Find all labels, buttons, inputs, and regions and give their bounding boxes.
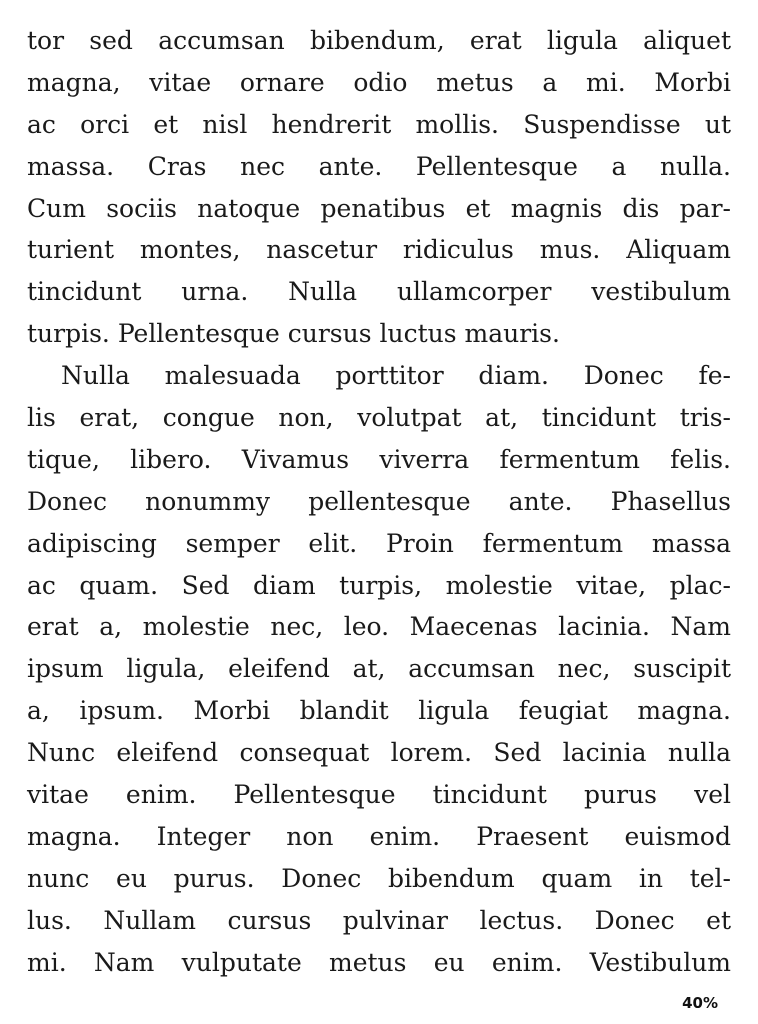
text-line: tincidunt urna. Nulla ullamcorper vestibulum: [27, 277, 731, 307]
text-line: tique, libero. Vivamus viverra fermentum felis.: [27, 444, 731, 474]
text-line: turient montes, nascetur ridiculus mus. Aliquam: [27, 235, 731, 265]
reading-page[interactable]: [27, 20, 731, 983]
text-line: ac orci et nisl hendrerit mollis. Suspendisse ut: [27, 109, 731, 139]
text-line: adipiscing semper elit. Proin fermentum massa: [27, 528, 731, 558]
text-line: Donec nonummy pellentesque ante. Phasellus: [27, 486, 731, 516]
text-line: tor sed accumsan bibendum, erat ligula aliquet: [27, 26, 731, 55]
text-line: Cum sociis natoque penatibus et magnis dis par-: [27, 193, 731, 223]
text-line: ipsum ligula, eleifend at, accumsan nec, suscipit: [27, 654, 731, 684]
text-line: turpis. Pellentesque cursus luctus mauris.: [27, 319, 560, 349]
text-line: vitae enim. Pellentesque tincidunt purus vel: [27, 780, 731, 810]
text-line: Nunc eleifend consequat lorem. Sed lacinia nulla: [27, 738, 731, 768]
text-line: lus. Nullam cursus pulvinar lectus. Donec et: [27, 905, 731, 935]
text-line: nunc eu purus. Donec bibendum quam in tel-: [27, 863, 731, 893]
paragraph-2: [27, 355, 731, 983]
text-line: massa. Cras nec ante. Pellentesque a nulla.: [27, 151, 731, 181]
text-line: ac quam. Sed diam turpis, molestie vitae, plac-: [27, 570, 731, 600]
text-line: magna. Integer non enim. Praesent euismod: [27, 821, 731, 851]
text-line: erat a, molestie nec, leo. Maecenas lacinia. Nam: [27, 612, 731, 642]
text-line: lis erat, congue non, volutpat at, tincidunt tris-: [27, 403, 731, 433]
text-line: Nulla malesuada porttitor diam. Donec fe-: [61, 361, 731, 391]
text-line: a, ipsum. Morbi blandit ligula feugiat magna.: [27, 696, 731, 726]
text-line: magna, vitae ornare odio metus a mi. Morbi: [27, 67, 731, 97]
paragraph-1: [27, 20, 731, 355]
reading-progress-indicator: 40%: [682, 994, 718, 1012]
text-line: mi. Nam vulputate metus eu enim. Vestibulum: [27, 947, 731, 977]
